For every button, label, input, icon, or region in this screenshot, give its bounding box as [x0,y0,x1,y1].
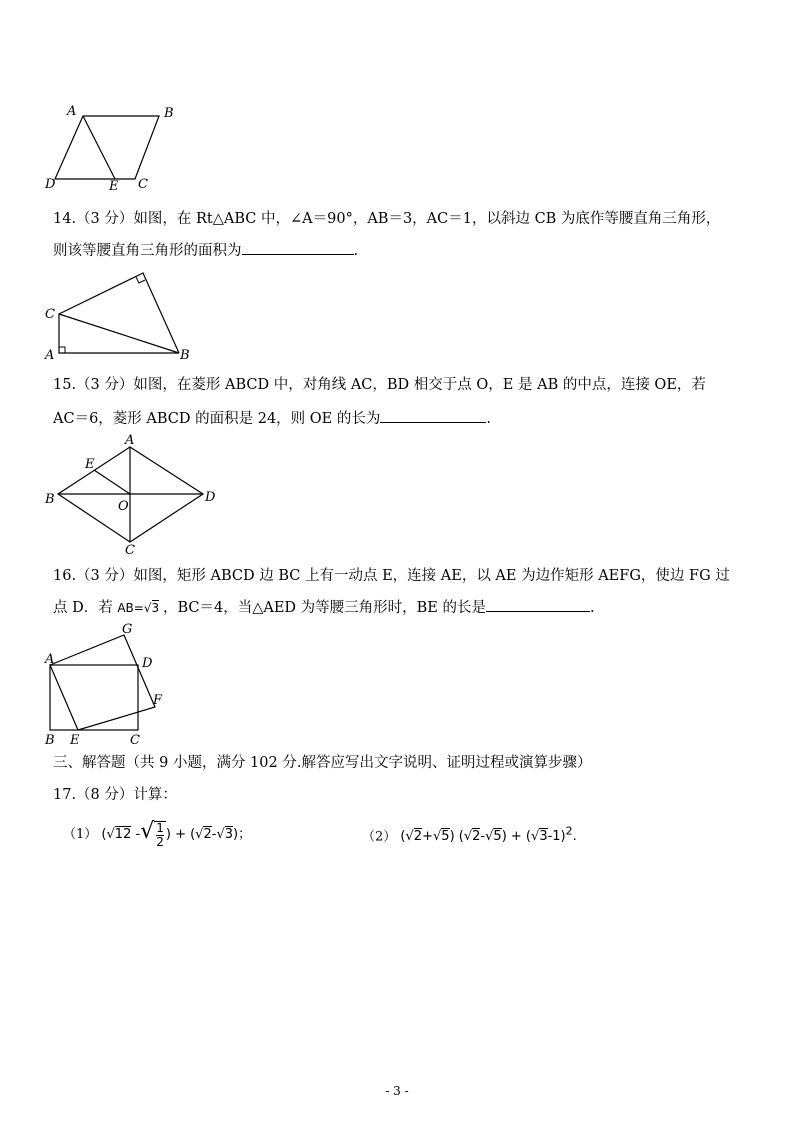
q17-part-2 [362,818,577,851]
fig15-label-b: B [45,492,55,507]
fig15-label-d: D [205,490,216,505]
fig16-label-b: B [45,733,55,748]
sqrt-sign: √ [106,827,115,842]
radicand-12: 12 [114,827,132,842]
sqrt-sign: √ [140,819,155,844]
radicand-3: 3 [224,827,234,842]
minus-sign: - [135,827,141,842]
fig13-label-a: A [67,104,77,119]
fig13-label-b: B [164,106,174,121]
section-3-heading: 三、解答题（共 9 小题，满分 102 分.解答应写出文字说明、证明过程或演算步骤） [53,755,592,771]
radicand-2: 2 [413,829,423,845]
fig15-label-e: E [85,457,95,472]
figure-16-rectangles [40,620,180,750]
q17-part-1 [63,818,251,849]
figure-13-parallelogram [40,100,190,195]
q14-answer-blank[interactable] [242,240,354,255]
q17-part-1-label: （1） [63,827,98,842]
sqrt-sign: √ [463,829,473,845]
q17-part-2-expr [400,825,577,845]
q16-line-2 [53,597,595,618]
sqrt-sign: √ [216,827,225,842]
q16-ab-label: AB= [117,601,144,615]
period: . [572,829,577,845]
q15-line-2-text: AC＝6，菱形 ABCD 的面积是 24，则 OE 的长为 [53,411,381,427]
fig15-label-a: A [125,433,135,448]
q15-answer-blank[interactable] [380,408,486,423]
minus-sign: - [480,829,486,845]
fig16-label-a: A [45,652,55,667]
fig16-label-d: D [142,656,153,671]
page-number: - 3 - [385,1084,409,1098]
fig14-label-c: C [45,307,55,322]
frac-den: 2 [156,834,164,849]
q17-part-1-expr [101,819,252,849]
paren-open: ( [101,827,107,842]
radicand-5b: 5 [493,829,502,845]
fig15-label-c: C [125,543,135,558]
q16-sqrt3-radicand: 3 [151,601,160,615]
sqrt-sign: √ [531,829,540,845]
q15-line-2 [53,408,491,429]
radicand-5: 5 [441,829,450,845]
sqrt-sign: √ [432,829,442,845]
q16-answer-blank[interactable] [486,597,590,612]
fig13-label-e: E [109,179,119,194]
fig15-label-o: O [118,499,129,514]
tail: )； [233,827,252,842]
fig16-label-g: G [122,622,133,637]
q15-line-1: 15.（3 分）如图，在菱形 ABCD 中，对角线 AC，BD 相交于点 O，E 是 AB 的中点，连接 OE，若 [53,377,706,393]
paren-mid: ) ( [449,829,464,845]
fig13-label-d: D [45,177,56,192]
figure-15-rhombus [40,432,230,557]
exponent-2: 2 [565,825,573,838]
plus-sign: + [422,829,433,845]
minus-one-close: -1) [547,829,566,845]
sqrt-sign: √ [195,827,204,842]
frac-num: 1 [156,820,164,835]
radicand-2b: 2 [472,829,481,845]
q16-line-2a: 点 D．若 [53,600,113,616]
q14-line-2-text: 则该等腰直角三角形的面积为 [53,243,242,259]
q14-period: . [353,243,359,259]
radicand-3: 3 [539,829,548,845]
fig14-label-b: B [180,348,190,363]
q16-line-1: 16.（3 分）如图，矩形 ABCD 边 BC 上有一动点 E，连接 AE，以 AE 为边作矩形 AEFG，使边 FG 过 [53,568,730,584]
q15-period: . [486,411,491,427]
q17-part-2-label: （2） [362,829,397,845]
sqrt-sign: √ [485,829,494,845]
minus-sign: - [211,827,217,842]
fig16-label-e: E [70,733,80,748]
q16-ab-eq-sqrt3 [117,600,163,615]
q14-line-2 [53,240,358,261]
paren-open: ( [400,829,406,845]
fig14-label-a: A [45,348,55,363]
fig16-label-f: F [153,693,163,708]
radicand-2: 2 [203,827,212,842]
figure-14-triangle [40,268,200,363]
fig16-label-c: C [130,733,140,748]
paren-close-plus: ) + ( [501,829,532,845]
sqrt-sign: √ [143,601,152,615]
q16-line-2b: ，BC＝4，当△AED 为等腰三角形时，BE 的长是 [162,600,487,616]
paren-close-plus: ) + ( [165,827,196,842]
q14-line-1: 14.（3 分）如图，在 Rt△ABC 中，∠A＝90°，AB＝3，AC＝1，以斜边 CB 为底作等腰直角三角形， [53,211,721,227]
q16-period: . [590,600,595,616]
sqrt-sign: √ [405,829,414,845]
fig13-label-c: C [138,177,148,192]
q17-title: 17.（8 分）计算： [53,787,177,803]
fraction-half [154,821,166,849]
